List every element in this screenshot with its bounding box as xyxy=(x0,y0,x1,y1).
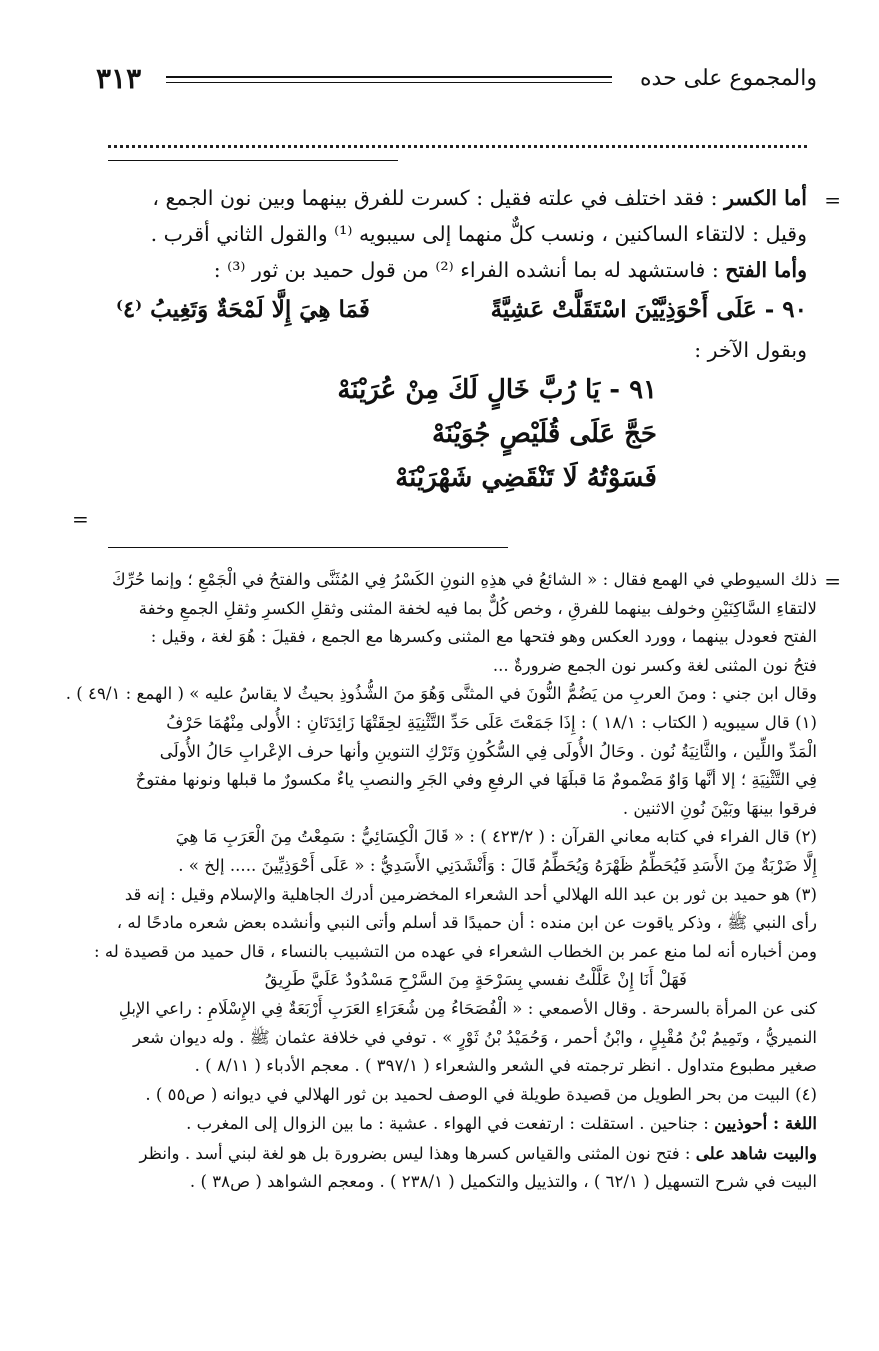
footnote-text: فَهَلْ أَنَا إِنْ عَلَّلْتُ نفسي بِسَرْحَةٍ مِنَ السَّرْحِ مَسْدُودٌ عَلَيَّ طَرِيقُ xyxy=(264,970,687,990)
page-header xyxy=(96,62,817,102)
page-number: ٣١٣ xyxy=(96,62,142,95)
footnote-line xyxy=(58,595,817,624)
footnote-text: ذلك السيوطي في الهمع فقال : « الشائعُ في هذِهِ النونِ الكَسْرُ فِي المُثَنَّى والفتحُ في الْجَمْعِ ؛ وإنما حُرِّكَ xyxy=(111,570,817,589)
line-text: : فقد اختلف في علته فقيل : كسرت للفرق بينهما وبين نون الجمع ، xyxy=(152,186,725,210)
footnote-text: (١) قال سيبويه ( الكتاب : ١٨/١ ) : إِذَا جَمَعْتَ عَلَى حَدِّ التَّثْنِيَةِ لحِقَتْهَا زَائِدَتَانِ : الأُولى مِنْهُمَا حَرْفُ xyxy=(166,712,817,732)
verse-91 xyxy=(96,368,657,500)
footnote-line xyxy=(58,652,817,681)
footnote-line xyxy=(58,852,817,881)
footnote-text: رأى النبي ﷺ ، وذكر ياقوت عن ابن منده : أن حميدًا قد أسلم وأتى النبي وأنشده بعض شعره مادحًا له ، xyxy=(116,913,817,933)
verse-line: فَسَوْتُهُ لَا تَنْقَضِي شَهْرَيْنَهْ xyxy=(395,463,657,493)
header-rule xyxy=(166,76,612,78)
dotted-separator xyxy=(108,145,807,148)
footnote-line xyxy=(58,738,817,767)
footnote-text: النميريُّ ، وتَمِيمُ بْنُ مُقْبِلٍ ، وابْنُ أحمر ، وَحُمَيْدُ بْنُ ثَوْرٍ » . توفي في خلافة عثمان ﷺ . وله ديوان شعر xyxy=(132,1027,817,1047)
footnote-separator xyxy=(108,547,508,548)
footnote-line xyxy=(58,1052,817,1081)
footnote-line xyxy=(58,795,817,824)
footnote-text: لالتقاءِ السَّاكِنَيْنِ وخولف بينهما للفرقِ ، وخص كُلٌّ بما فيه لخفة المثنى وثقلِ الكسرِ وثقلِ الجمعِ وخفة xyxy=(138,598,817,618)
footnote-text: كنى عن المرأة بالسرحة . وقال الأصمعي : « الْفُصَحَاءُ مِن شُعَرَاءِ العَرَبِ أَرْبَعَةٌ فِي الإِسْلَامِ : راعي الإبلِ xyxy=(118,998,817,1018)
footnote-line xyxy=(58,680,817,709)
line-text: : فاستشهد له بما أنشده الفراء ⁽²⁾ من قول حميد بن ثور ⁽³⁾ : xyxy=(213,258,726,282)
footnote-line xyxy=(58,766,817,795)
footnote-line xyxy=(58,1168,817,1197)
footnote-line xyxy=(58,881,817,910)
footnote-line xyxy=(58,623,817,652)
main-line xyxy=(96,252,807,288)
footnote-text: فرقوا بينهَا وبَيْنَ نُونِ الاثنين . xyxy=(622,798,817,818)
footnote-term: والبيت شاهد على xyxy=(695,1142,817,1163)
main-line xyxy=(96,332,807,368)
footnote-text: : جناحين . استقلت : ارتفعت في الهواء . عشية : ما بين الزوال إلى المغرب . xyxy=(186,1114,715,1134)
footnote-text: : فتح نون المثنى والقياس كسرها وهذا ليس بضرورة بل هو لغة لبني أسد . وانظر xyxy=(139,1143,696,1163)
footnote-text: الْمَدِّ واللِّين ، والثَّانِيَةُ نُون . وحَالُ الأُولَى فِي السُّكُونِ وَتَرْكِ التنوينِ وأنها حرف الإعْرابِ حَالُ الأُولَى xyxy=(159,741,817,761)
footnote-text: الفتح فعودل بينهما ، وورد العكس وهو فتحها مع المثنى وكسرها مع الجمع ، فقيلَ : هُوَ لغة ، وقيل : xyxy=(150,627,817,647)
footnote-line xyxy=(58,1081,817,1110)
main-line xyxy=(96,180,807,216)
continuation-mark: = xyxy=(72,507,89,531)
verse-hemistich: فَمَا هِيَ إِلَّا لَمْحَةٌ وَتَغِيبُ ⁽٤⁾ xyxy=(116,296,370,323)
footnote-text: ومن أخباره أنه لما منع عمر بن الخطاب الشعراء في عهده من التشبيب بالنساء ، قال حميد من قصيدة له : xyxy=(93,941,817,961)
verse-line: حَجَّ عَلَى قُلَيْصٍ جُوَيْنَهْ xyxy=(431,419,657,449)
main-text xyxy=(96,180,807,500)
footnote-line xyxy=(58,995,817,1024)
continuation-mark: = xyxy=(824,188,841,212)
footnotes xyxy=(58,566,817,1197)
footnote-text: (٣) هو حميد بن ثور بن عبد الله الهلالي أحد الشعراء المخضرمين أدرك الجاهلية والإسلام وقيل : إنه قد xyxy=(124,884,817,904)
footnote-text: إِلَّا ضَرْبَةٌ مِنَ الأَسَدِ فَيُحَطِّمُ ظَهْرَهُ وَيُحَطِّمُ قَالَ : وَأَنْشَدَنِي الأَسَدِيُّ : « عَلَى أَحْوَذِيِّينَ ..... إلخ » . xyxy=(178,855,817,875)
verse-90 xyxy=(96,288,807,332)
footnote-line xyxy=(58,1139,817,1169)
footnote-text: (٢) قال الفراء في كتابه معاني القرآن : ( ٤٢٣/٢ ) : « قَالَ الْكِسَائِيُّ : سَمِعْتُ مِنَ الْعَرَبِ مَا هِيَ xyxy=(175,827,817,847)
main-line xyxy=(96,216,807,252)
line-text: وقيل : لالتقاء الساكنين ، ونسب كلٌّ منهما إلى سيبويه ⁽¹⁾ والقول الثاني أقرب . xyxy=(150,222,807,246)
footnote-text: صغير مطبوع متداول . انظر ترجمته في الشعر والشعراء ( ٣٩٧/١ ) . معجم الأدباء ( ٨/١١ ) . xyxy=(194,1056,817,1076)
footnote-poem-line xyxy=(58,966,817,995)
footnote-term: اللغة : أحوذيين xyxy=(714,1113,817,1134)
footnote-text: فتحُ نون المثنى لغة وكسر نون الجمع ضرورةٌ ... xyxy=(492,655,817,675)
footnote-line xyxy=(58,1024,817,1053)
footnote-line xyxy=(58,566,817,595)
footnote-text: (٤) البيت من بحر الطويل من قصيدة طويلة في الوصف لحميد بن ثور الهلالي في ديوانه ( ص٥٥ ) . xyxy=(145,1084,817,1104)
verse-line: ٩١ - يَا رُبَّ خَالٍ لَكَ مِنْ عُرَيْنَهْ xyxy=(337,375,657,405)
term: وأما الفتح xyxy=(725,258,807,282)
footnote-line xyxy=(58,909,817,938)
footnote-line xyxy=(58,938,817,967)
term: أما الكسر xyxy=(724,186,807,210)
line-text: وبقول الآخر : xyxy=(694,338,807,362)
footnote-text: وقال ابن جني : ومنَ العربِ من يَضُمُّ النُّونَ في المثنَّى وَهُوَ منَ الشُّذُوذِ بحيثُ لا يقاسُ عليه » ( الهمع : ٤٩/١ ) . xyxy=(65,684,817,704)
footnote-line xyxy=(58,1109,817,1139)
footnote-line xyxy=(58,709,817,738)
verse-hemistich: ٩٠ - عَلَى أَحْوَذِيَّيْنَ اسْتَقَلَّتْ عَشِيَّةً xyxy=(490,296,807,323)
short-rule xyxy=(108,160,398,161)
footnote-text: البيت في شرح التسهيل ( ٦٢/١ ) ، والتذييل والتكميل ( ٢٣٨/١ ) . ومعجم الشواهد ( ص٣٨ ) . xyxy=(189,1172,817,1192)
footnote-line xyxy=(58,823,817,852)
continuation-mark: = xyxy=(824,569,841,593)
footnote-text: فِي التَّثْنِيَةِ ؛ إلا أنَّها وَاوٌ مَضْمومٌ مَا قبلَهَا في الرفعِ وفي الجَرِ والنصبِ ياءٌ مكسورٌ ما قبلها ونونها مفتوحٌ xyxy=(135,770,817,790)
running-title: والمجموع على حده xyxy=(640,66,817,91)
header-rule-thin xyxy=(166,82,612,83)
